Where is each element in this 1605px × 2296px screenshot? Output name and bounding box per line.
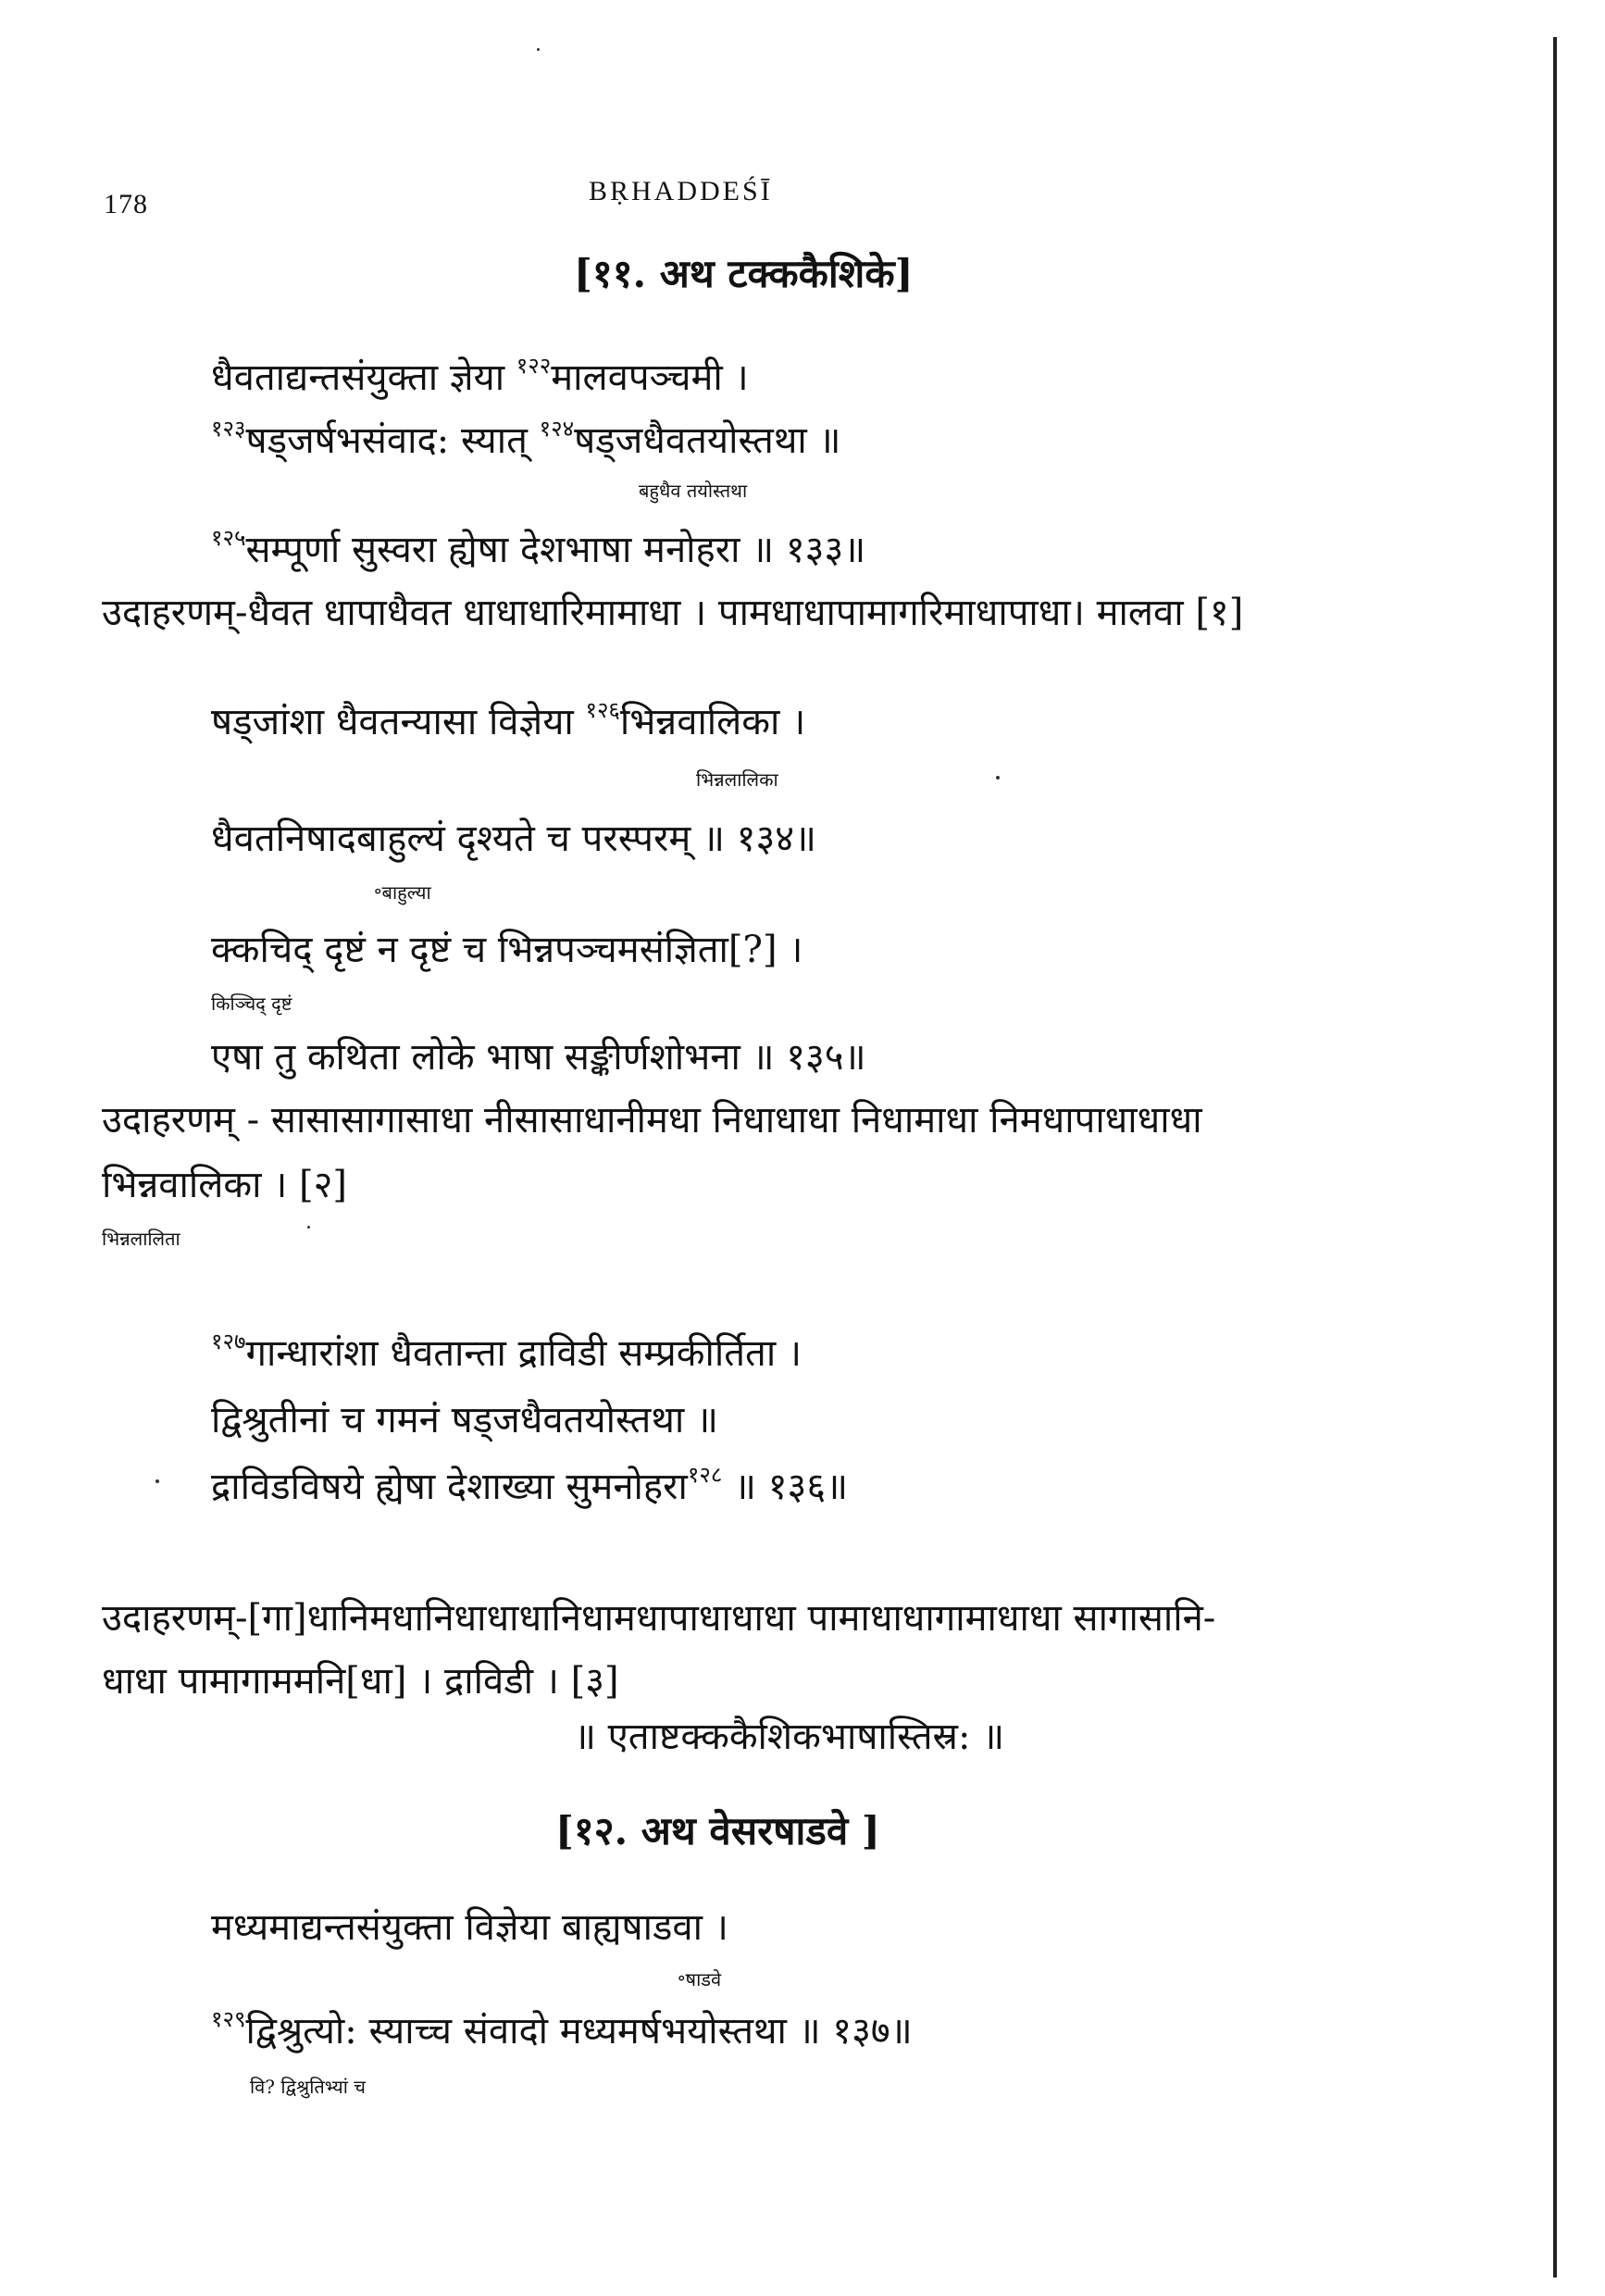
example-1: उदाहरणम्-धैवत धापाधैवत धाधाधारिमामाधा । पामधाधापामागरिमाधापाधा। मालवा [१]: [102, 592, 1244, 634]
verse-137-line-1: मध्यमाद्यन्तसंयुक्ता विज्ञेया बाह्यषाडवा ।: [211, 1906, 728, 1949]
example-2-line-2: भिन्नवालिका । [२]: [102, 1164, 348, 1206]
footnote-marker: १२३: [211, 416, 246, 442]
verse-136-line-3: [211, 1459, 848, 1510]
variant-reading: ॰बाहुल्या: [374, 881, 431, 904]
variant-reading: बहुधैव तयोस्तथा: [639, 480, 748, 502]
verse-133-line-2: [211, 413, 840, 464]
footnote-marker: १२२: [516, 353, 552, 379]
example-3-line-1: उदाहरणम्-[गा]धानिमधानिधाधाधानिधामधापाधाधाधा पामाधाधागामाधाधा सागासानि-: [102, 1597, 1216, 1640]
section-12-heading: [१२. अथ वेसरषाडवे ]: [555, 1808, 880, 1853]
verse-text: धैवताद्यन्तसंयुक्ता ज्ञेया: [211, 356, 516, 399]
footnote-marker: १२४: [539, 416, 575, 442]
verse-text: षड्जर्षभसंवाद: स्यात्: [245, 419, 540, 462]
footnote-marker: १२९: [211, 2006, 246, 2032]
verse-135-line-1: क्कचिद् दृष्टं न दृष्टं च भिन्नपञ्चमसंज्ञिता[?] ।: [211, 929, 803, 971]
verse-text: सम्पूर्णा सुस्वरा ह्येषा देशभाषा मनोहरा ॥ १३३॥: [245, 529, 866, 571]
verse-text: गान्धारांशा धैवतान्ता द्राविडी सम्प्रकीर्तिता ।: [245, 1332, 802, 1375]
speck: [996, 776, 1000, 780]
verse-135-line-2: एषा तु कथिता लोके भाषा सङ्कीर्णशोभना ॥ १३५॥: [211, 1036, 866, 1079]
speck: [307, 1226, 310, 1229]
page-edge-line: [1553, 37, 1557, 2277]
section-closing: ॥ एताष्टक्ककैशिकभाषास्तिस्र: ॥: [574, 1716, 1005, 1758]
verse-text: द्राविडविषये ह्येषा देशाख्या सुमनोहरा: [211, 1466, 688, 1508]
footnote-marker: १२७: [211, 1329, 246, 1354]
variant-reading: भिन्नलालिता: [102, 1228, 180, 1250]
verse-text: षड्जधैवतयोस्तथा ॥: [574, 419, 841, 462]
page-number: 178: [104, 189, 148, 219]
speck: [156, 1479, 159, 1483]
speck: [537, 48, 540, 51]
variant-reading: किञ्चिद् दृष्टं: [211, 992, 292, 1015]
verse-text: ॥ १३६॥: [722, 1466, 849, 1508]
variant-reading: ॰षाडवे: [678, 1968, 722, 1990]
running-title: BṚHADDEŚĪ: [589, 176, 773, 206]
verse-134-line-2: धैवतनिषादबाहुल्यं दृश्यते च परस्परम् ॥ १३४॥: [211, 817, 817, 860]
verse-133-line-3: [211, 522, 865, 573]
verse-133-line-1: [211, 350, 749, 401]
verse-134-line-1: [211, 694, 805, 745]
verse-137-line-2: [211, 2003, 913, 2054]
verse-text: मालवपञ्चमी ।: [551, 356, 749, 399]
example-3-line-2: धाधा पामागाममनि[धा] । द्राविडी । [३]: [102, 1660, 619, 1703]
example-2-line-1: उदाहरणम् - सासासागासाधा नीसासाधानीमधा निधाधाधा निधामाधा निमधापाधाधाधा: [102, 1099, 1202, 1142]
verse-text: द्विश्रुत्यो: स्याच्च संवादो मध्यमर्षभयोस्तथा ॥ १३७॥: [245, 2010, 913, 2053]
verse-136-line-2: द्विश्रुतीनां च गमनं षड्जधैवतयोस्तथा ॥: [211, 1399, 718, 1441]
verse-text: भिन्नवालिका ।: [619, 701, 806, 743]
section-11-heading: [११. अथ टक्ककैशिके]: [574, 251, 914, 296]
footnote-marker: १२८: [687, 1462, 723, 1488]
verse-text: षड्जांशा धैवतन्यासा विज्ञेया: [211, 701, 586, 743]
verse-136-line-1: [211, 1326, 802, 1377]
footnote-marker: १२६: [585, 697, 620, 723]
variant-reading: वि? द्विश्रुतिभ्यां च: [250, 2076, 366, 2098]
footnote-marker: १२५: [211, 525, 246, 551]
variant-reading: भिन्नलालिका: [696, 768, 778, 791]
